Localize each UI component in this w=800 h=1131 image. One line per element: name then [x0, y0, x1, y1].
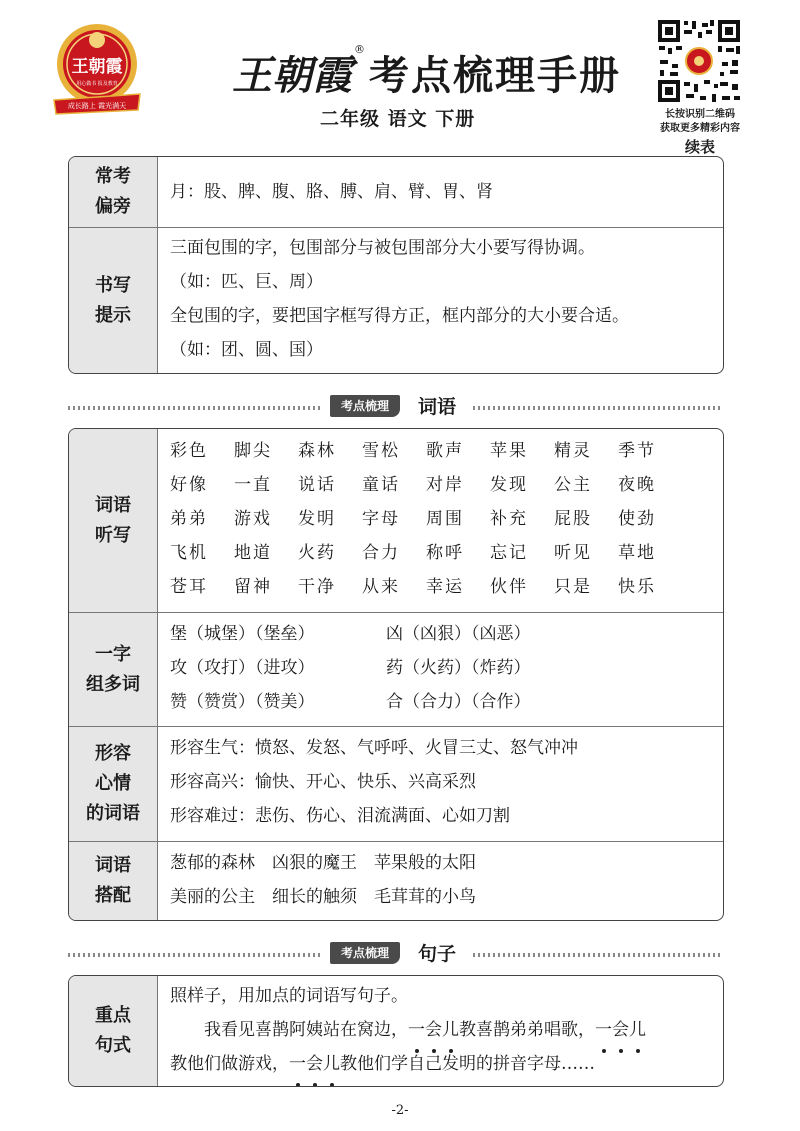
- writing-tip-line: （如：团、圆、国）: [170, 340, 323, 360]
- multi-word-content: [158, 613, 723, 726]
- page-number: -2-: [391, 1103, 409, 1118]
- emphasized-word: [289, 1054, 340, 1074]
- dictation-grid-row: [170, 570, 713, 604]
- collocation-content: [158, 842, 723, 920]
- collocation-line: [170, 880, 713, 914]
- dictation-word: 公主: [554, 475, 592, 495]
- dictation-word: 苍耳: [170, 577, 208, 597]
- sentence-text: 教他们学自己发明的拼音字母……: [340, 1054, 595, 1074]
- key-sentence-content: [158, 976, 723, 1086]
- dictation-word: 干净: [298, 577, 336, 597]
- dictation-word: 弟弟: [170, 509, 208, 529]
- writing-tips-content: [158, 228, 723, 373]
- dictation-word: 使劲: [618, 509, 656, 529]
- dictation-word: 精灵: [554, 441, 592, 461]
- brand-name: 王朝霞: [232, 52, 352, 99]
- brand-title: [232, 44, 621, 101]
- dotted-rule-left: [68, 953, 323, 957]
- brand-title-text: 考点梳理手册: [369, 53, 621, 99]
- dictation-word: 童话: [362, 475, 400, 495]
- section-title: 句子: [418, 943, 457, 965]
- multi-word-entry: 合（合力）（合作）: [386, 692, 531, 712]
- dictation-word: 火药: [298, 543, 336, 563]
- emphasis-char: 一: [289, 1047, 306, 1081]
- mood-words-content: [158, 727, 723, 841]
- emphasis-char: 会: [425, 1013, 442, 1047]
- section-header-sentences: [68, 939, 722, 969]
- dictation-word: 发现: [490, 475, 528, 495]
- emphasis-char: 一: [408, 1013, 425, 1047]
- collocation-phrase: 毛茸茸的小鸟: [374, 887, 476, 907]
- dictation-word: 夜晚: [618, 475, 656, 495]
- dictation-word: 一直: [234, 475, 272, 495]
- multi-word-row: [69, 612, 723, 726]
- vocabulary-table: [68, 428, 724, 921]
- qr-code[interactable]: [656, 18, 742, 104]
- key-sentence-row: [69, 976, 723, 1086]
- dictation-word: 对岸: [426, 475, 464, 495]
- dictation-word: 从来: [362, 577, 400, 597]
- writing-tips-row: [69, 227, 723, 373]
- dictation-word: 合力: [362, 543, 400, 563]
- example-sentence-line-1: [170, 1013, 713, 1047]
- emphasized-word: [595, 1020, 646, 1040]
- logo-ribbon-text: 成长路上 霞光满天: [67, 102, 127, 110]
- dotted-rule-right: [473, 406, 722, 410]
- emphasized-word: [408, 1020, 459, 1040]
- dictation-word: 补充: [490, 509, 528, 529]
- dictation-word: 草地: [618, 543, 656, 563]
- writing-tip-line: （如：匹、巨、周）: [170, 272, 323, 292]
- common-radical-line: 月：股、脾、腹、胳、膊、肩、臂、胃、肾: [170, 182, 493, 202]
- dictation-word: 忘记: [490, 543, 528, 563]
- emphasis-char: 儿: [442, 1013, 459, 1047]
- mood-line: 形容难过：悲伤、伤心、泪流满面、心如刀割: [170, 806, 510, 826]
- dictation-word: 地道: [234, 543, 272, 563]
- dictation-word: 森林: [298, 441, 336, 461]
- continued-label: 续表: [684, 138, 715, 156]
- section-title: 词语: [418, 396, 457, 418]
- dotted-rule-left: [68, 406, 323, 410]
- multi-word-entry: 攻（攻打）（进攻）: [170, 658, 315, 678]
- collocation-phrase: 凶狠的魔王: [272, 853, 357, 873]
- dictation-word: 快乐: [618, 577, 656, 597]
- multi-word-line: [170, 617, 713, 651]
- emphasis-char: 会: [612, 1013, 629, 1047]
- dictation-word: 只是: [554, 577, 592, 597]
- dictation-word: 称呼: [426, 543, 464, 563]
- dictation-word: 听见: [554, 543, 592, 563]
- multi-word-entry: 堡（城堡）（堡垒）: [170, 624, 315, 644]
- emphasis-char: 儿: [323, 1047, 340, 1081]
- writing-tips-label: 书写 提示: [69, 228, 158, 373]
- multi-word-entry: 凶（凶狠）（凶恶）: [386, 624, 531, 644]
- dictation-grid: [158, 429, 723, 612]
- section-tag: 考点梳理: [330, 395, 400, 417]
- qr-caption-line-1: 长按识别二维码: [665, 109, 735, 120]
- dictation-grid-row: [170, 502, 713, 536]
- sentence-text: 我看见喜鹊阿姨站在窝边，: [204, 1020, 408, 1040]
- collocation-phrase: 美丽的公主: [170, 887, 255, 907]
- writing-tip-line: 三面包围的字，包围部分与被包围部分大小要写得协调。: [170, 238, 595, 258]
- section-tag: 考点梳理: [330, 942, 400, 964]
- mood-line: 形容高兴：愉快、开心、快乐、兴高采烈: [170, 772, 476, 792]
- example-sentence-line-2: [170, 1047, 713, 1081]
- logo-text: 王朝霞: [71, 57, 123, 77]
- emphasis-char: 一: [595, 1013, 612, 1047]
- dictation-word: 说话: [298, 475, 336, 495]
- common-radical-content: [158, 157, 723, 227]
- dictation-word: 苹果: [490, 441, 528, 461]
- dictation-label: 词语 听写: [69, 429, 158, 612]
- dictation-word: 雪松: [362, 441, 400, 461]
- writing-tip-line: 全包围的字，要把国字框写得方正，框内部分的大小要合适。: [170, 306, 629, 326]
- dictation-word: 歌声: [426, 441, 464, 461]
- dictation-word: 字母: [362, 509, 400, 529]
- dictation-word: 彩色: [170, 441, 208, 461]
- collocation-phrase: 葱郁的森林: [170, 853, 255, 873]
- key-sentence-label: 重点 句式: [69, 976, 158, 1086]
- emphasis-char: 儿: [629, 1013, 646, 1047]
- dictation-word: 游戏: [234, 509, 272, 529]
- collocation-phrase: 苹果般的太阳: [374, 853, 476, 873]
- emphasis-char: 会: [306, 1047, 323, 1081]
- dictation-row: [69, 429, 723, 612]
- common-radical-label: 常考 偏旁: [69, 157, 158, 227]
- mood-words-label: 形容 心情 的词语: [69, 727, 158, 841]
- multi-word-entry: 赞（赞赏）（赞美）: [170, 692, 315, 712]
- mood-words-row: [69, 726, 723, 841]
- key-sentence-table: [68, 975, 724, 1087]
- qr-caption: [650, 108, 750, 136]
- dictation-word: 好像: [170, 475, 208, 495]
- dictation-word: 飞机: [170, 543, 208, 563]
- collocation-phrase: 细长的触须: [272, 887, 357, 907]
- dictation-word: 幸运: [426, 577, 464, 597]
- sentence-instruction: 照样子，用加点的词语写句子。: [170, 986, 408, 1006]
- page-subtitle: 二年级 语文 下册: [320, 108, 476, 130]
- sentence-text: 教他们做游戏，: [170, 1054, 289, 1074]
- dictation-grid-row: [170, 536, 713, 570]
- dictation-word: 伙伴: [490, 577, 528, 597]
- dictation-word: 周围: [426, 509, 464, 529]
- multi-word-entry: 药（火药）（炸药）: [386, 658, 531, 678]
- brand-logo-badge: [48, 18, 146, 118]
- qr-caption-line-2: 获取更多精彩内容: [660, 123, 740, 134]
- sentence-text: 教喜鹊弟弟唱歌，: [459, 1020, 595, 1040]
- multi-word-line: [170, 651, 713, 685]
- collocation-label: 词语 搭配: [69, 842, 158, 920]
- collocation-line: [170, 846, 713, 880]
- collocation-row: [69, 841, 723, 920]
- dictation-word: 发明: [298, 509, 336, 529]
- dictation-word: 屁股: [554, 509, 592, 529]
- registered-mark: ®: [354, 42, 367, 56]
- dictation-word: 留神: [234, 577, 272, 597]
- radical-writing-table: [68, 156, 724, 374]
- dictation-grid-row: [170, 468, 713, 502]
- section-header-words: [68, 392, 722, 422]
- common-radical-row: [69, 157, 723, 227]
- multi-word-label: 一字 组多词: [69, 613, 158, 726]
- multi-word-line: [170, 685, 713, 719]
- logo-small-text: 用心做书 报及教育: [76, 81, 118, 87]
- mood-line: 形容生气：愤怒、发怒、气呼呼、火冒三丈、怒气冲冲: [170, 738, 578, 758]
- dictation-grid-row: [170, 434, 713, 468]
- dictation-word: 脚尖: [234, 441, 272, 461]
- dotted-rule-right: [473, 953, 722, 957]
- dictation-word: 季节: [618, 441, 656, 461]
